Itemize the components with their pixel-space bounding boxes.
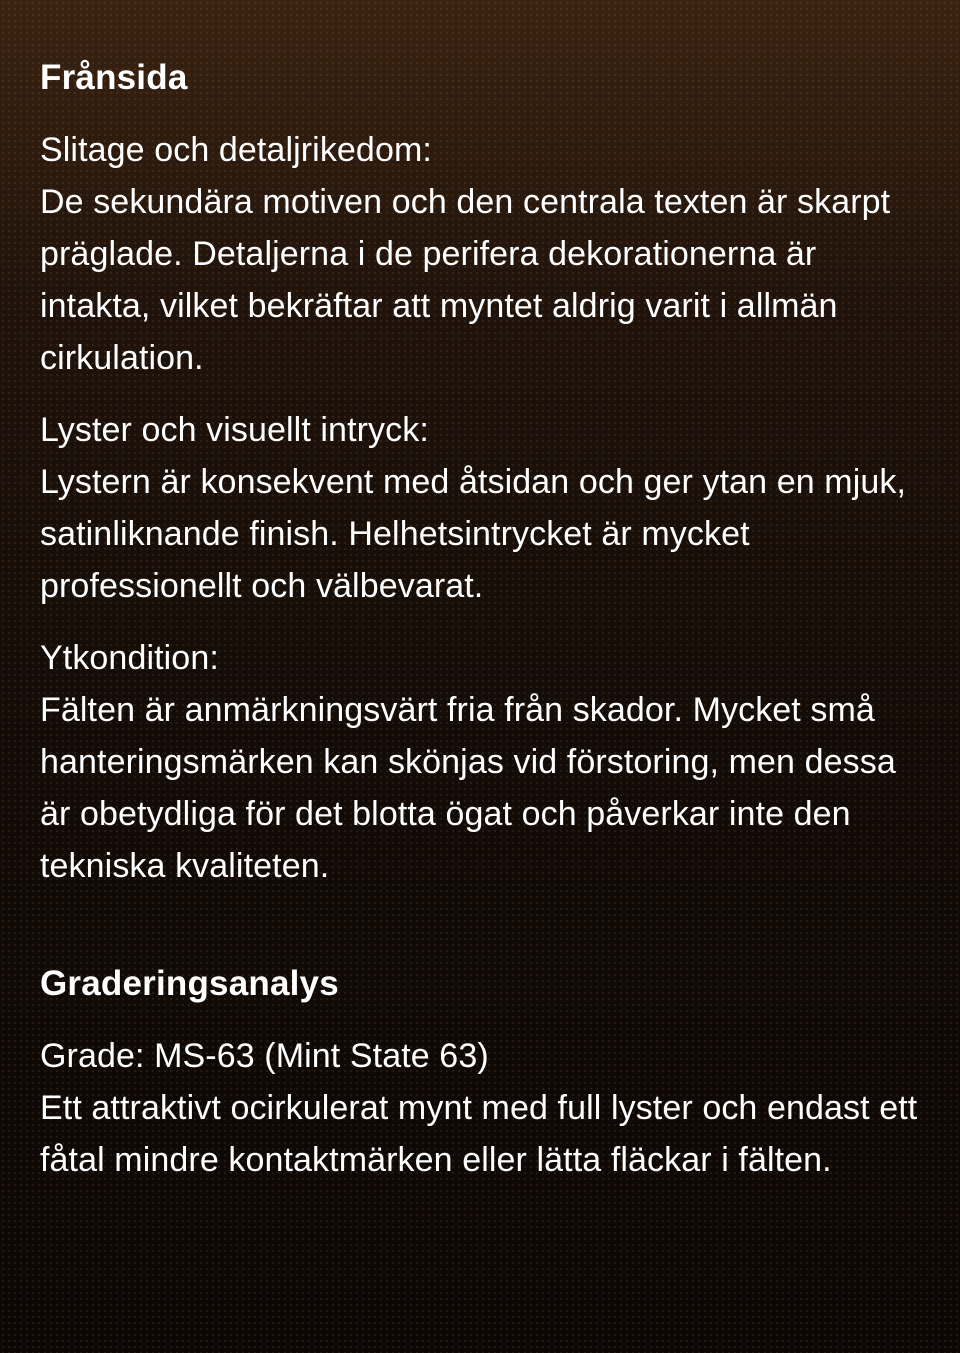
luster-label: Lyster och visuellt intryck: [40,411,429,449]
grade-description: Ett attraktivt ocirkulerat mynt med full lyster och endast ett fåtal mindre kontaktmärken eller lätta fläckar i fälten. [40,1089,918,1179]
surface-label: Ytkondition: [40,639,219,677]
wear-detail-label: Slitage och detaljrikedom: [40,131,432,169]
wear-detail-text: De sekundära motiven och den centrala texten är skarpt präglade. Detaljerna i de perifera dekorationerna är intakta, vilket bekräftar att myntet aldrig varit i allmän cirkulation. [40,183,891,377]
surface-text: Fälten är anmärkningsvärt fria från skador. Mycket små hanteringsmärken kan skönjas vid förstoring, men dessa är obetydliga för det blotta ögat och påverkar inte den tekniska kvaliteten. [40,691,896,885]
grade-line: Grade: MS-63 (Mint State 63) [40,1037,489,1075]
section-title-grading: Graderingsanalys [40,964,339,1003]
luster-text: Lystern är konsekvent med åtsidan och ger ytan en mjuk, satinliknande finish. Helhetsintrycket är mycket professionellt och välbevarat. [40,463,907,605]
section-divider-space [40,912,920,958]
luster-block [40,404,920,612]
surface-block [40,632,920,892]
section-title-reverse: Frånsida [40,58,188,97]
grading-section [40,958,920,1186]
wear-detail-block [40,124,920,384]
grade-block [40,1030,920,1186]
reverse-side-section [40,52,920,892]
